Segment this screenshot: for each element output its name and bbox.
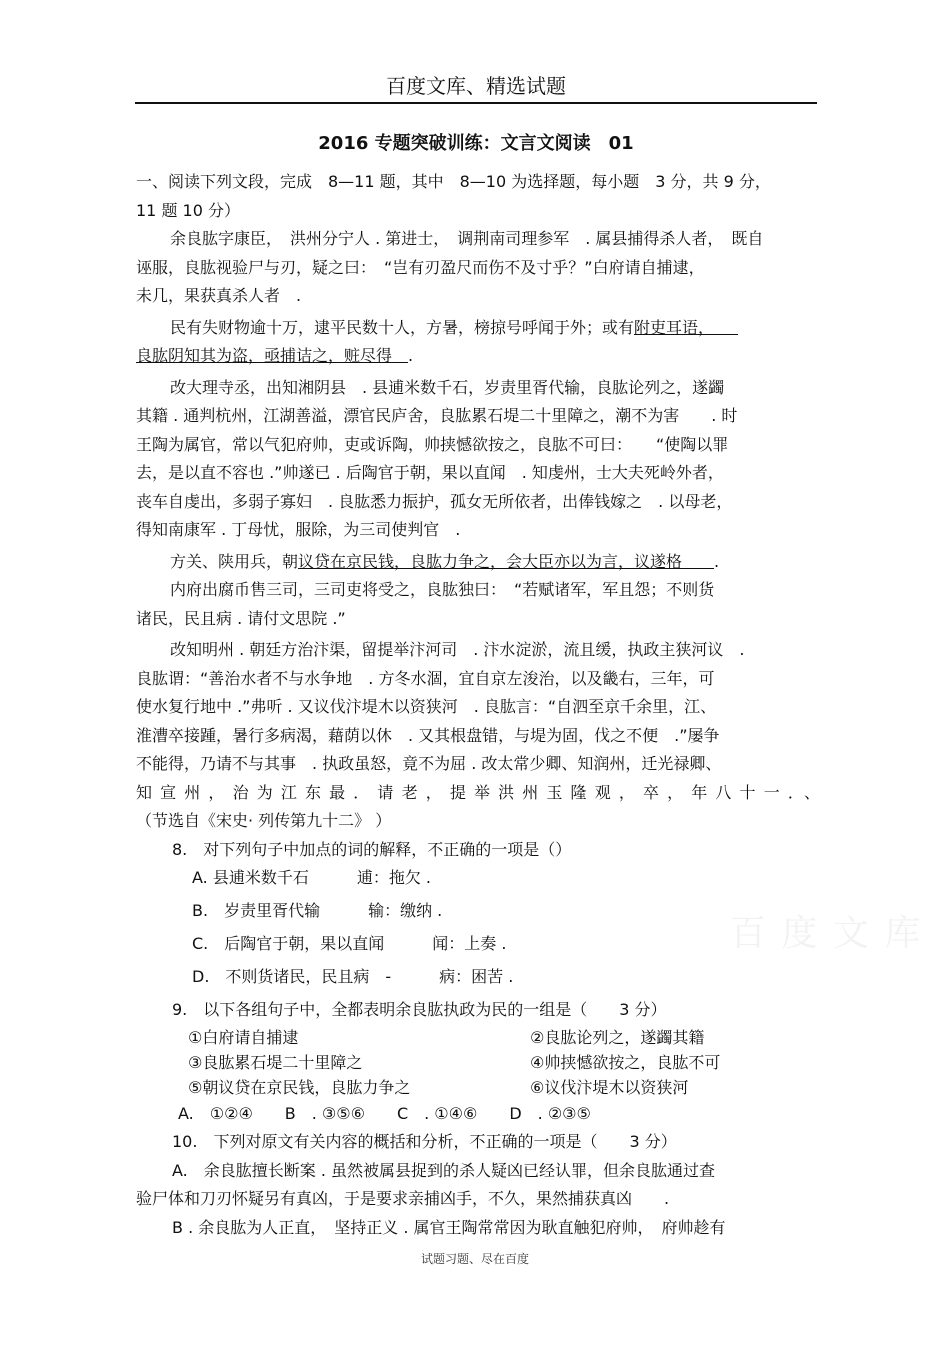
page-footer: 试题习题、尽在百度	[420, 1252, 529, 1266]
source-citation: （节选自《宋史· 列传第九十二》 ）	[136, 811, 392, 830]
question-9-item: ⑥议伐汴堤木以资狭河	[530, 1077, 689, 1097]
underlined-text: 议贷在京民钱，良肱力争之，会大臣亦以为言，议遂格	[298, 551, 715, 571]
paragraph-line: 淮漕卒接踵，暑行多病渴，藉荫以休 . 又其根盘错，与堤为固，伐之不便 .”屡争	[136, 725, 720, 745]
question-8-option-b: B. 岁责里胥代输 输：缴纳 .	[192, 901, 443, 920]
paragraph-line: 内府出腐币售三司，三司吏将受之，良肱独曰： “若赋诸军，军且怨；不则货	[170, 580, 715, 599]
document-body	[136, 168, 820, 1242]
intro-line: 11 题 10 分）	[136, 200, 240, 220]
question-8-option-d: D. 不则货诸民，民且病 - 病：困苦 .	[192, 967, 514, 986]
paragraph-line: 余良肱字康臣， 洪州分宁人 . 第进士， 调荆南司理参军 . 属县捕得杀人者， 既自	[170, 229, 764, 248]
question-9-item: ①白府请自捕逮	[188, 1027, 299, 1047]
question-9-item: ④帅挟憾欲按之，良肱不可	[530, 1052, 721, 1072]
paragraph-line	[136, 342, 820, 371]
underlined-text: 良肱阴知其为盗，亟捕诘之，赃尽得	[136, 346, 409, 365]
question-10-option-a: A. 余良肱擅长断案 . 虽然被属县捉到的杀人疑凶已经认罪，但余良肱通过查	[172, 1160, 716, 1180]
paragraph-line: 未几，果获真杀人者 .	[136, 286, 302, 305]
paragraph-line: 改大理寺丞，出知湘阴县 . 县逋米数千石，岁责里胥代输，良肱论列之，遂蠲	[170, 377, 725, 397]
question-9-items-row	[136, 1075, 820, 1100]
paragraph-line: 知宣州，治为江东最．请老，提举洪州玉隆观，卒，年八十一．、	[136, 782, 820, 802]
paragraph-line: 得知南康军 . 丁母忧，服除，为三司使判官 .	[136, 520, 461, 539]
watermark: 百 度 文 库	[730, 913, 923, 954]
question-10-option-b: B . 余良肱为人正直， 坚持正义 . 属官王陶常常因为耿直触犯府帅， 府帅趁有	[172, 1217, 726, 1237]
question-9-items-row	[136, 1050, 820, 1075]
paragraph-line: 去，是以直不容也 .”帅遂已 . 后陶官于朝，果以直闻 . 知虔州，士大夫死岭外者，	[136, 463, 724, 482]
paragraph-line: 改知明州 . 朝廷方治汴渠，留提举汴河司 . 汴水淀淤，流且缓，执政主狭河议 .	[170, 640, 745, 659]
question-9-item: ⑤朝议贷在京民钱，良肱力争之	[188, 1077, 411, 1097]
paragraph-line: 诬服，良肱视验尸与刃，疑之曰： “岂有刃盈尺而伤不及寸乎？”白府请自捕逮，	[136, 257, 705, 277]
paragraph-line: 其籍 . 通判杭州，江湖善溢，漂官民庐舍，良肱累石堤二十里障之，潮不为害 . 时	[136, 406, 738, 425]
paragraph-line	[136, 548, 820, 577]
header-rule	[135, 102, 817, 104]
paragraph-line: 良肱谓：“善治水者不与水争地 . 方冬水涸，宜自京左浚治，以及畿右，三年，可	[136, 668, 715, 688]
page-header: 百度文库、精选试题	[386, 74, 566, 98]
document-title: 2016 专题突破训练：文言文阅读 01	[318, 133, 634, 154]
question-8-stem: 8. 对下列句子中加点的词的解释，不正确的一项是（）	[172, 839, 572, 859]
question-8-option-a: A. 县逋米数千石 逋：拖欠 .	[192, 868, 432, 887]
question-8-option-c: C. 后陶官于朝，果以直闻 闻：上奏 .	[192, 934, 507, 953]
paragraph-line: 诸民，民且病 . 请付文思院 .”	[136, 608, 346, 628]
paragraph-text: 方关、陕用兵，朝	[170, 551, 299, 571]
paragraph-text: 民有失财物逾十万，逮平民数十人，方暑，榜掠号呼闻于外；或有	[170, 317, 635, 337]
question-10-option-a-cont: 验尸体和刀刃怀疑另有真凶，于是要求亲捕凶手，不久，果然捕获真凶 .	[136, 1189, 670, 1208]
question-10-stem: 10. 下列对原文有关内容的概括和分析，不正确的一项是（ 3 分）	[172, 1132, 677, 1151]
paragraph-line: 使水复行地中 .”弗听 . 又议伐汴堤木以资狭河 . 良肱言：“自泗至京千余里，江、	[136, 697, 717, 716]
question-9-item: ②良肱论列之，遂蠲其籍	[530, 1027, 705, 1047]
paragraph-line	[136, 314, 820, 343]
question-9-stem: 9. 以下各组句子中，全都表明余良肱执政为民的一组是（ 3 分）	[172, 1000, 667, 1019]
question-9-item: ③良肱累石堤二十里障之	[188, 1052, 363, 1072]
question-9-choices: A. ①②④ B . ③⑤⑥ C . ①④⑥ D . ②③⑤	[178, 1103, 591, 1123]
underlined-text: 附吏耳语，	[634, 317, 739, 337]
paragraph-text: .	[408, 346, 414, 365]
paragraph-text: .	[714, 551, 720, 571]
question-9-items-row	[136, 1025, 820, 1050]
paragraph-line: 丧车自虔出，多弱子寡妇 . 良肱悉力振护，孤女无所依者，出俸钱嫁之 . 以母老，	[136, 491, 733, 511]
intro-line: 一、阅读下列文段，完成 8—11 题，其中 8—10 为选择题，每小题 3 分，共 9 分，	[136, 172, 771, 191]
paragraph-line: 王陶为属官，常以气犯府帅，吏或诉陶，帅挟憾欲按之，良肱不可曰： “使陶以罪	[136, 434, 729, 454]
paragraph-line: 不能得，乃请不与其事 . 执政虽怒，竟不为屈 . 改太常少卿、知润州，迁光禄卿、	[136, 754, 722, 773]
